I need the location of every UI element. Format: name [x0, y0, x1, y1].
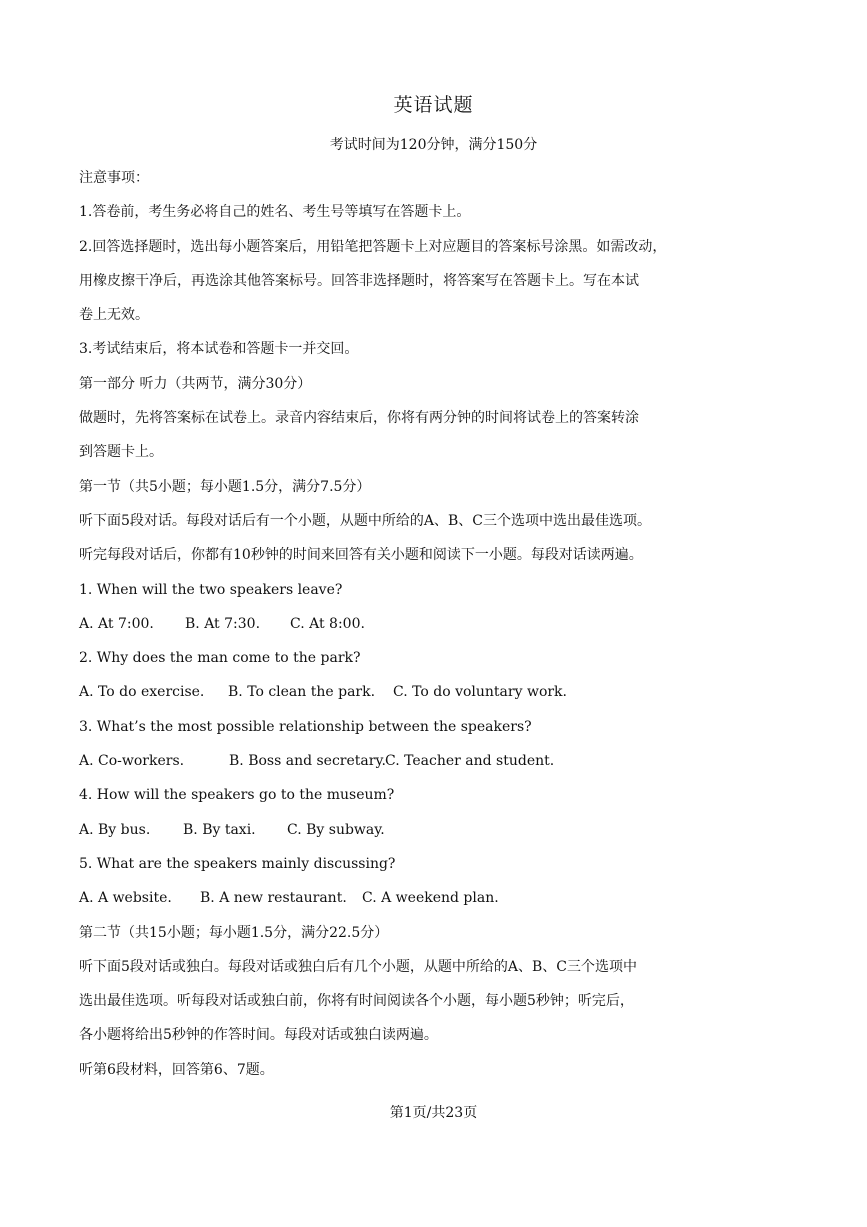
question-5-options	[79, 886, 719, 920]
question-2-option-a: A. To do exercise.	[79, 684, 205, 701]
question-3-stem: 3. What’s the most possible relationship between the speakers?	[79, 718, 532, 735]
question-1-option-a: A. At 7:00.	[79, 615, 154, 632]
question-2-option-b: B. To clean the park.	[228, 684, 376, 701]
question-1-stem: 1. When will the two speakers leave?	[79, 581, 343, 598]
section2-heading: 第二节（共15小题；每小题1.5分，满分22.5分）	[79, 924, 389, 941]
section1-intro-line-2: 听完每段对话后，你都有10秒钟的时间来回答有关小题和阅读下一小题。每段对话读两遍。	[79, 547, 643, 564]
part1-intro-line-1: 做题时，先将答案标在试卷上。录音内容结束后，你将有两分钟的时间将试卷上的答案转涂	[79, 410, 639, 427]
notice-heading: 注意事项：	[79, 170, 149, 186]
page-number: 第1页/共23页	[389, 1105, 478, 1121]
question-1-option-c: C. At 8:00.	[290, 615, 365, 632]
notice-item-2-line-2: 用橡皮擦干净后，再选涂其他答案标号。回答非选择题时，将答案写在答题卡上。写在本试	[79, 272, 639, 289]
question-2-option-c: C. To do voluntary work.	[393, 684, 567, 701]
question-3-option-c: C. Teacher and student.	[385, 753, 555, 770]
question-3-option-a: A. Co-workers.	[79, 753, 185, 770]
notice-item-2-line-1: 2.回答选择题时，选出每小题答案后，用铅笔把答题卡上对应题目的答案标号涂黑。如需改动，	[79, 238, 667, 255]
part1-heading: 第一部分 听力（共两节，满分30分）	[79, 375, 312, 392]
notice-item-1: 1.答卷前，考生务必将自己的姓名、考生号等填写在答题卡上。	[79, 204, 471, 221]
notice-item-2-line-3: 卷上无效。	[79, 307, 149, 324]
question-5-option-a: A. A website.	[79, 890, 172, 907]
section1-heading: 第一节（共5小题；每小题1.5分，满分7.5分）	[79, 478, 371, 495]
question-1-options	[79, 612, 719, 646]
question-5-stem: 5. What are the speakers mainly discussing?	[79, 855, 396, 872]
question-3-option-b: B. Boss and secretary.	[229, 753, 386, 770]
section1-intro-line-1: 听下面5段对话。每段对话后有一个小题，从题中所给的A、B、C三个选项中选出最佳选项。	[79, 512, 652, 529]
section2-intro-line-3: 各小题将给出5秒钟的作答时间。每段对话或独白读两遍。	[79, 1027, 438, 1044]
section2-intro-line-2: 选出最佳选项。听每段对话或独白前，你将有时间阅读各个小题，每小题5秒钟；听完后，	[79, 993, 634, 1010]
material-6-instruction: 听第6段材料，回答第6、7题。	[79, 1061, 274, 1078]
question-4-options	[79, 818, 719, 852]
question-4-option-a: A. By bus.	[79, 821, 151, 838]
question-4-stem: 4. How will the speakers go to the museum?	[79, 787, 395, 804]
question-3-options	[79, 749, 719, 783]
section2-intro-line-1: 听下面5段对话或独白。每段对话或独白后有几个小题，从题中所给的A、B、C三个选项中	[79, 958, 638, 975]
part1-intro-line-2: 到答题卡上。	[79, 444, 163, 461]
question-2-stem: 2. Why does the man come to the park?	[79, 650, 361, 667]
notice-item-3: 3.考试结束后，将本试卷和答题卡一并交回。	[79, 341, 359, 358]
question-4-option-c: C. By subway.	[287, 821, 385, 838]
exam-body	[79, 166, 719, 1092]
question-4-option-b: B. By taxi.	[183, 821, 256, 838]
question-2-options	[79, 680, 719, 714]
question-5-option-c: C. A weekend plan.	[362, 890, 499, 907]
exam-title: 英语试题	[393, 94, 474, 116]
exam-subtitle: 考试时间为120分钟，满分150分	[329, 137, 538, 153]
question-5-option-b: B. A new restaurant.	[200, 890, 347, 907]
question-1-option-b: B. At 7:30.	[185, 615, 261, 632]
